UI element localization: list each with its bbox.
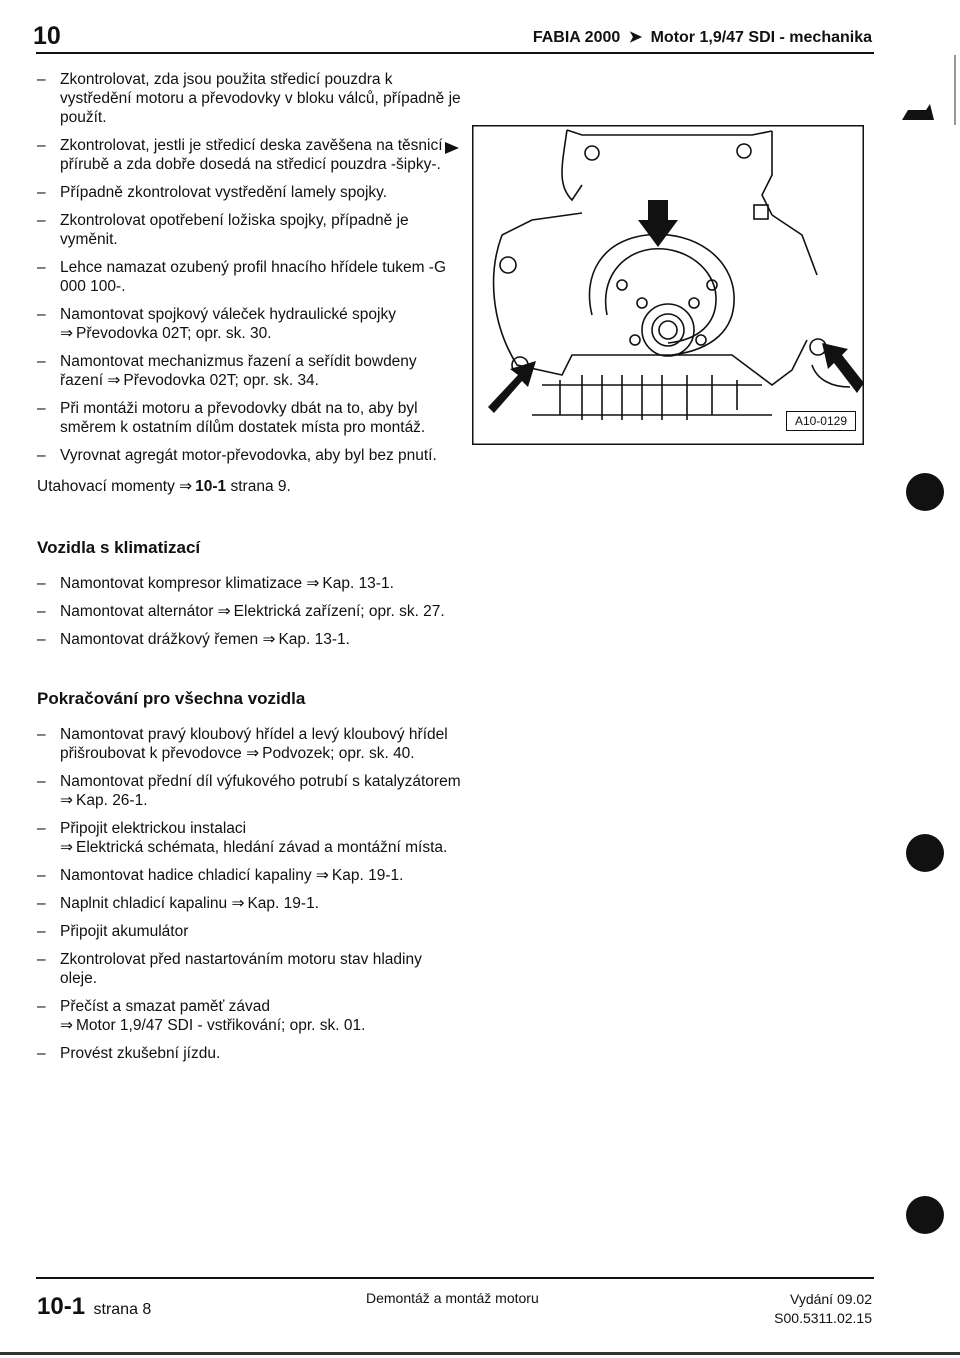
footer-doc-number: S00.5311.02.15: [774, 1310, 872, 1326]
binding-hole-icon: [906, 834, 944, 872]
binding-hole-icon: [906, 473, 944, 511]
footer-edition: [774, 1290, 872, 1328]
steps-all-list: [37, 725, 462, 1063]
cross-reference-link[interactable]: ⇒ Motor 1,9/47 SDI - vstřikování; opr. sk. 01.: [60, 1016, 365, 1035]
list-item: – Namontovat spojkový váleček hydraulické spojky ⇒ Převodovka 02T; opr. sk. 30.: [37, 305, 462, 343]
list-item: – Namontovat mechanizmus řazení a seřídit bowdeny řazení ⇒ Převodovka 02T; opr. sk. 34.: [37, 352, 462, 390]
cross-reference-link[interactable]: ⇒ Převodovka 02T; opr. sk. 34.: [107, 371, 319, 390]
footer-page-label: strana 8: [93, 1301, 152, 1318]
footer-page-ref: [37, 1293, 151, 1321]
header-divider: [36, 52, 874, 54]
figure-reference-code: A10-0129: [786, 411, 856, 431]
section-heading-ac: Vozidla s klimatizací: [37, 538, 201, 557]
cross-reference-link[interactable]: ⇒ Podvozek; opr. sk. 40.: [246, 744, 415, 763]
list-item: – Namontovat drážkový řemen ⇒ Kap. 13-1.: [37, 630, 462, 649]
page-number: 10: [33, 22, 61, 50]
cross-reference-link[interactable]: ⇒ Elektrická schémata, hledání závad a montážní místa.: [60, 838, 447, 857]
list-item: – Zkontrolovat před nastartováním motoru stav hladiny oleje.: [37, 951, 422, 987]
cross-reference-link[interactable]: ⇒ Kap. 13-1.: [262, 630, 350, 649]
list-item: – Vyrovnat agregát motor-převodovka, aby byl bez pnutí.: [37, 447, 437, 464]
engine-illustration: [472, 125, 864, 445]
list-item: – Zkontrolovat, jestli je středicí deska zavěšena na těsnicí přírubě a zda dobře dosedá na středicí pouzdra -šipky-.: [37, 137, 443, 173]
list-item: – Zkontrolovat, zda jsou použita středicí pouzdra k vystředění motoru a převodovky v bloku válců, případně je použít.: [37, 71, 461, 126]
footer-section-number: 10-1: [37, 1293, 86, 1320]
list-item: – Při montáži motoru a převodovky dbát na to, aby byl směrem k ostatním dílům dostatek místa pro montáž.: [37, 400, 426, 436]
scan-bottom-edge: [0, 1352, 960, 1355]
footer-title: Demontáž a montáž motoru: [366, 1290, 539, 1306]
main-content: [37, 70, 462, 1072]
binding-hole-icon: [906, 1196, 944, 1234]
list-item: – Přečíst a smazat paměť závad ⇒ Motor 1,9/47 SDI - vstřikování; opr. sk. 01.: [37, 997, 462, 1035]
list-item: – Namontovat přední díl výfukového potrubí s katalyzátorem ⇒ Kap. 26-1.: [37, 772, 462, 810]
arrow-right-icon: ➤: [628, 29, 643, 46]
cross-reference-link[interactable]: ⇒ Kap. 19-1.: [316, 866, 404, 885]
edge-scan-line: [954, 55, 956, 125]
cross-reference-link[interactable]: ⇒ 10-1 strana 9.: [179, 477, 291, 496]
list-item: – Provést zkušební jízdu.: [37, 1045, 221, 1062]
cross-reference-link[interactable]: ⇒ Kap. 26-1.: [60, 791, 148, 810]
cross-reference-link[interactable]: ⇒ Převodovka 02T; opr. sk. 30.: [60, 324, 272, 343]
list-item: – Namontovat pravý kloubový hřídel a levý kloubový hřídel přišroubovat k převodovce ⇒ Podvozek; opr. sk. 40.: [37, 725, 462, 763]
running-header: [533, 27, 872, 47]
list-item: – Namontovat kompresor klimatizace ⇒ Kap. 13-1.: [37, 574, 462, 593]
steps-ac-list: [37, 574, 462, 649]
page-corner-mark-icon: [900, 100, 936, 122]
header-title: Motor 1,9/47 SDI - mechanika: [650, 29, 872, 46]
list-item: – Namontovat alternátor ⇒ Elektrická zařízení; opr. sk. 27.: [37, 602, 462, 621]
list-item: – Připojit elektrickou instalaci ⇒ Elektrická schémata, hledání závad a montážní místa.: [37, 819, 462, 857]
section-heading-all: Pokračování pro všechna vozidla: [37, 689, 306, 708]
cross-reference-link[interactable]: ⇒ Kap. 19-1.: [231, 894, 319, 913]
list-item: – Namontovat hadice chladicí kapaliny ⇒ Kap. 19-1.: [37, 866, 462, 885]
footer-divider: [36, 1277, 874, 1279]
list-item: – Připojit akumulátor: [37, 923, 189, 940]
list-item: – Lehce namazat ozubený profil hnacího hřídele tukem -G 000 100-.: [37, 259, 447, 295]
footer-edition-date: Vydání 09.02: [790, 1291, 872, 1307]
cross-reference-link[interactable]: ⇒ Elektrická zařízení; opr. sk. 27.: [218, 602, 445, 621]
engine-drawing: [472, 125, 864, 445]
torque-reference: Utahovací momenty ⇒ 10-1 strana 9.: [37, 477, 462, 496]
list-item: – Zkontrolovat opotřebení ložiska spojky, případně je vyměnit.: [37, 212, 409, 248]
steps-top-list: [37, 70, 462, 465]
list-item: – Případně zkontrolovat vystředění lamely spojky.: [37, 184, 388, 201]
figure-pointer-icon: [445, 142, 459, 154]
cross-reference-link[interactable]: ⇒ Kap. 13-1.: [306, 574, 394, 593]
header-model: FABIA 2000: [532, 29, 621, 46]
list-item: – Naplnit chladicí kapalinu ⇒ Kap. 19-1.: [37, 894, 462, 913]
